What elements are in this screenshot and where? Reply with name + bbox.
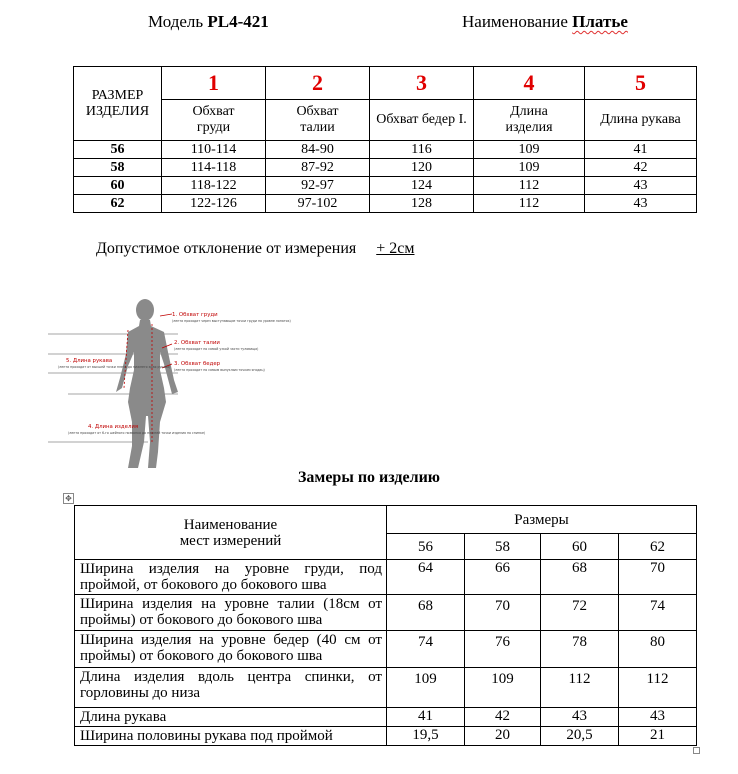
hips-label: 3. Обхват бедер	[174, 361, 221, 367]
table-row: 60 118-122 92-97 124 112 43	[74, 177, 697, 195]
measurements-table	[74, 505, 697, 746]
model-heading: Модель PL4-421	[148, 12, 269, 31]
product-name: Платье	[572, 12, 628, 31]
chest-label: 1. Обхват груди	[172, 312, 218, 318]
col-label: Обхват груди	[162, 100, 266, 141]
col-number: 1	[162, 67, 266, 100]
size-column: 58	[465, 534, 541, 560]
table-move-handle-icon[interactable]: ✥	[63, 493, 74, 504]
measurements-title: Замеры по изделию	[297, 469, 441, 486]
chest-note: (лента проходит через выступающие точки груди на уровне лопаток)	[172, 319, 291, 323]
size-row-header: РАЗМЕР ИЗДЕЛИЯ	[74, 67, 162, 141]
col-number: 5	[585, 67, 697, 100]
col-number: 3	[370, 67, 474, 100]
table-row: Длина изделия вдоль центра спинки, от горловины до низа 109 109 112 112	[75, 668, 697, 708]
table-row: Длина рукава 41 42 43 43	[75, 708, 697, 727]
header-sizes: Размеры	[387, 506, 697, 534]
table-row: Ширина изделия на уровне груди, под проймой, от бокового до бокового шва 64 66 68 70	[75, 560, 697, 595]
product-name-heading: Наименование Платье	[462, 12, 628, 31]
hips-note: (лента проходит по самым выпуклым точкам ягодиц)	[174, 368, 265, 372]
table-row: Ширина половины рукава под проймой 19,5 20 20,5 21	[75, 727, 697, 746]
tolerance-value: + 2см	[376, 240, 415, 257]
table-row: 56 110-114 84-90 116 109 41	[74, 141, 697, 159]
tolerance-note: Допустимое отклонение от измерения + 2см	[96, 240, 415, 257]
measurement-figure	[48, 292, 291, 472]
waist-note: (лента проходит по самой узкой части туловища)	[174, 347, 259, 351]
size-column: 62	[619, 534, 697, 560]
model-code: PL4-421	[207, 12, 269, 31]
header-measure-name: Наименование мест измерений	[75, 506, 387, 560]
waist-label: 2. Обхват талии	[174, 340, 220, 346]
col-label: Обхват талии	[266, 100, 370, 141]
sleeve-note: (лента проходит от высшей точки плеча до нижнего края рукава)	[58, 365, 171, 369]
table-row: Ширина изделия на уровне талии (18см от проймы) от бокового до бокового шва 68 70 72 74	[75, 595, 697, 631]
col-number: 2	[266, 67, 370, 100]
table-resize-handle-icon[interactable]	[693, 747, 700, 754]
col-label: Длина рукава	[585, 100, 697, 141]
table-row: 62 122-126 97-102 128 112 43	[74, 195, 697, 213]
length-label: 4. Длина изделия	[88, 424, 139, 430]
silhouette	[116, 299, 178, 468]
col-number: 4	[474, 67, 585, 100]
table-row: Ширина изделия на уровне бедер (40 см от проймы) от бокового до бокового шва 74 76 78 80	[75, 631, 697, 668]
size-column: 60	[541, 534, 619, 560]
table-row: 58 114-118 87-92 120 109 42	[74, 159, 697, 177]
col-label: Длина изделия	[474, 100, 585, 141]
size-chart-table	[73, 66, 697, 213]
col-label: Обхват бедер I.	[370, 100, 474, 141]
size-column: 56	[387, 534, 465, 560]
length-note: (лента проходит от 6-го шейного позвонка до нижней точки изделия по спинке)	[68, 431, 206, 435]
sleeve-label: 5. Длина рукава	[66, 358, 113, 364]
